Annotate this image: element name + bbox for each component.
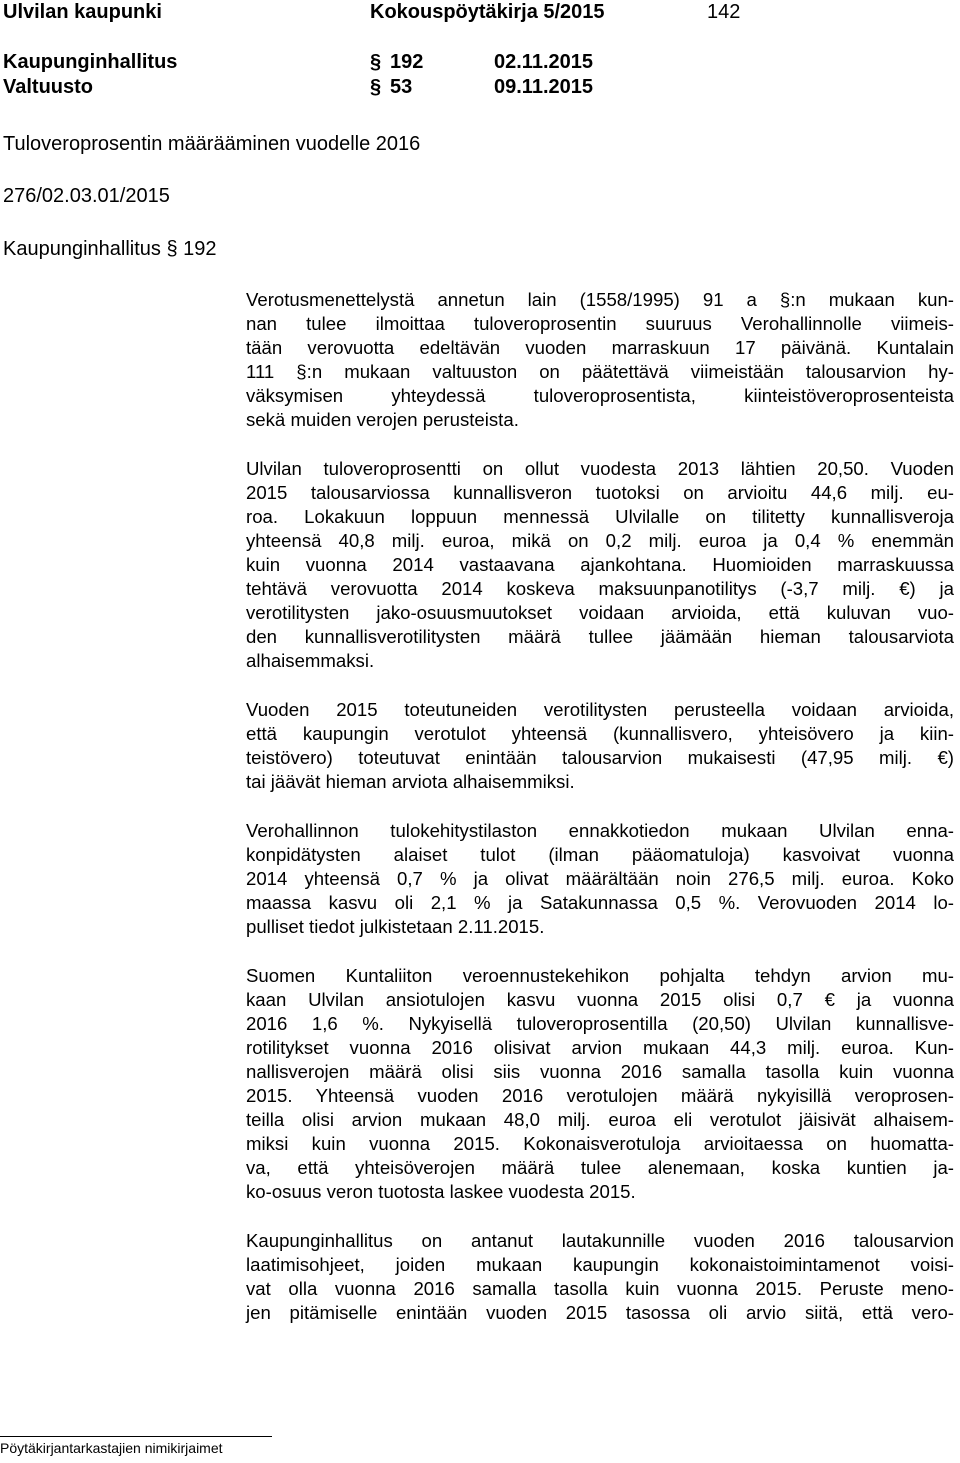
- paragraph-legal-basis: Verotusmenettelystä annetun lain (1558/1995) 91 a §:n mukaan kun- nan tulee ilmoittaa tuloveroprosentin suuruus Verohallinnolle viimeis- tään verovuotta edeltävän vuoden marraskuun 17 päivänä. Kuntalain 111 §:n mukaan valtuuston on päätettävä viimeistään talousarvion hy- väksymisen yhteydessä tuloveroprosentista, kiinteistöveroprosenteista sekä muiden verojen perusteista.: [246, 289, 954, 430]
- meeting-date-1: 02.11.2015: [494, 51, 593, 73]
- document-title: Kokouspöytäkirja 5/2015: [370, 1, 605, 23]
- body-name-2: Valtuusto: [3, 76, 94, 98]
- paragraph-current-rate: Ulvilan tuloveroprosentti on ollut vuodesta 2013 lähtien 20,50. Vuoden 2015 talousarviossa kunnallisveron tuotoksi on arvioitu 44,6 milj. eu- roa. Lokakuun loppuun mennessä Ulvilalle on tilitetty kunnallisveroja yhteensä 40,8 milj. euroa, mikä on 0,2 milj. euroa ja 0,4 % enemmän kuin vuonna 2014 vastaavana ajankohtana. Huomioiden marraskuussa tehtävä verovuotta 2014 koskeva maksuunpanotilitys (-3,7 milj. €) ja verotilitysten jako-osuusmuutokset voidaan arvioida, että kuluvan vuo- den kunnallisverotilitysten määrä tullee jäämään hieman talousarviota alhaisemmaksi.: [246, 458, 954, 671]
- section-number-1: 192: [390, 51, 424, 73]
- organization-name: Ulvilan kaupunki: [3, 1, 162, 23]
- paragraph-forecast: Suomen Kuntaliiton veroennustekehikon pohjalta tehdyn arvion mu- kaan Ulvilan ansiotulojen kasvu vuonna 2015 olisi 0,7 € ja vuonna 2016 1,6 %. Nykyisellä tuloveroprosentilla (20,50) Ulvilan kunnallisve- rotilitykset vuonna 2016 olisivat arvion mukaan 44,3 milj. euroa. Kun- nallisverojen määrä olisi siis vuonna 2016 samalla tasolla kuin vuonna 2015. Yhteensä vuoden 2016 verotulojen määrä nykyisillä veroprosen- teilla olisi arvion mukaan 48,0 milj. euroa eli verotulot jäisivät alhaisem- miksi kuin vuonna 2015. Kokonaisverotuloja arvioitaessa on huomatta- va, että yhteisöverojen määrä tulee alenemaan, koska kuntien ja- ko-osuus veron tuotosta laskee vuodesta 2015.: [246, 965, 954, 1202]
- paragraph-income-statistics: Verohallinnon tulokehitystilaston ennakkotiedon mukaan Ulvilan enna- konpidätysten alaiset tulot (ilman pääomatuloja) kasvoivat vuonna 2014 yhteensä 0,7 % ja olivat määrältään noin 276,5 milj. euroa. Koko maassa kasvu oli 2,1 % ja Satakunnassa 0,5 %. Verovuoden 2014 lo- pulliset tiedot julkistetaan 2.11.2015.: [246, 820, 954, 937]
- meeting-date-2: 09.11.2015: [494, 76, 593, 98]
- section-mark-1: §: [370, 51, 382, 73]
- section-number-2: 53: [390, 76, 413, 98]
- paragraph-tax-revenue: Vuoden 2015 toteutuneiden verotilitysten perusteella voidaan arvioida, että kaupungin verotulot yhteensä (kunnallisvero, yhteisövero ja kiin- teistövero) toteutuvat enintään talousarvion mukaisesti (47,95 milj. €) tai jäävät hieman arviota alhaisemmiksi.: [246, 699, 954, 792]
- section-mark-2: §: [370, 76, 382, 98]
- record-id: 276/02.03.01/2015: [3, 185, 170, 207]
- agenda-subject: Tuloveroprosentin määrääminen vuodelle 2016: [3, 133, 421, 155]
- footer-initials-label: Pöytäkirjantarkastajien nimikirjaimet: [0, 1440, 223, 1456]
- page-number: 142: [707, 1, 741, 23]
- paragraph-budget-guidelines: Kaupunginhallitus on antanut lautakunnille vuoden 2016 talousarvion laatimisohjeet, joiden mukaan kaupungin kokonaistoimintamenot voisi- vat olla vuonna 2016 samalla tasolla kuin vuonna 2015. Peruste meno- jen pitämiselle enintään vuoden 2015 tasossa oli arvio siitä, että vero-: [246, 1230, 954, 1323]
- body-text: [246, 288, 954, 1350]
- section-reference: Kaupunginhallitus § 192: [3, 238, 217, 260]
- footer-divider: [0, 1436, 272, 1437]
- body-name-1: Kaupunginhallitus: [3, 51, 178, 73]
